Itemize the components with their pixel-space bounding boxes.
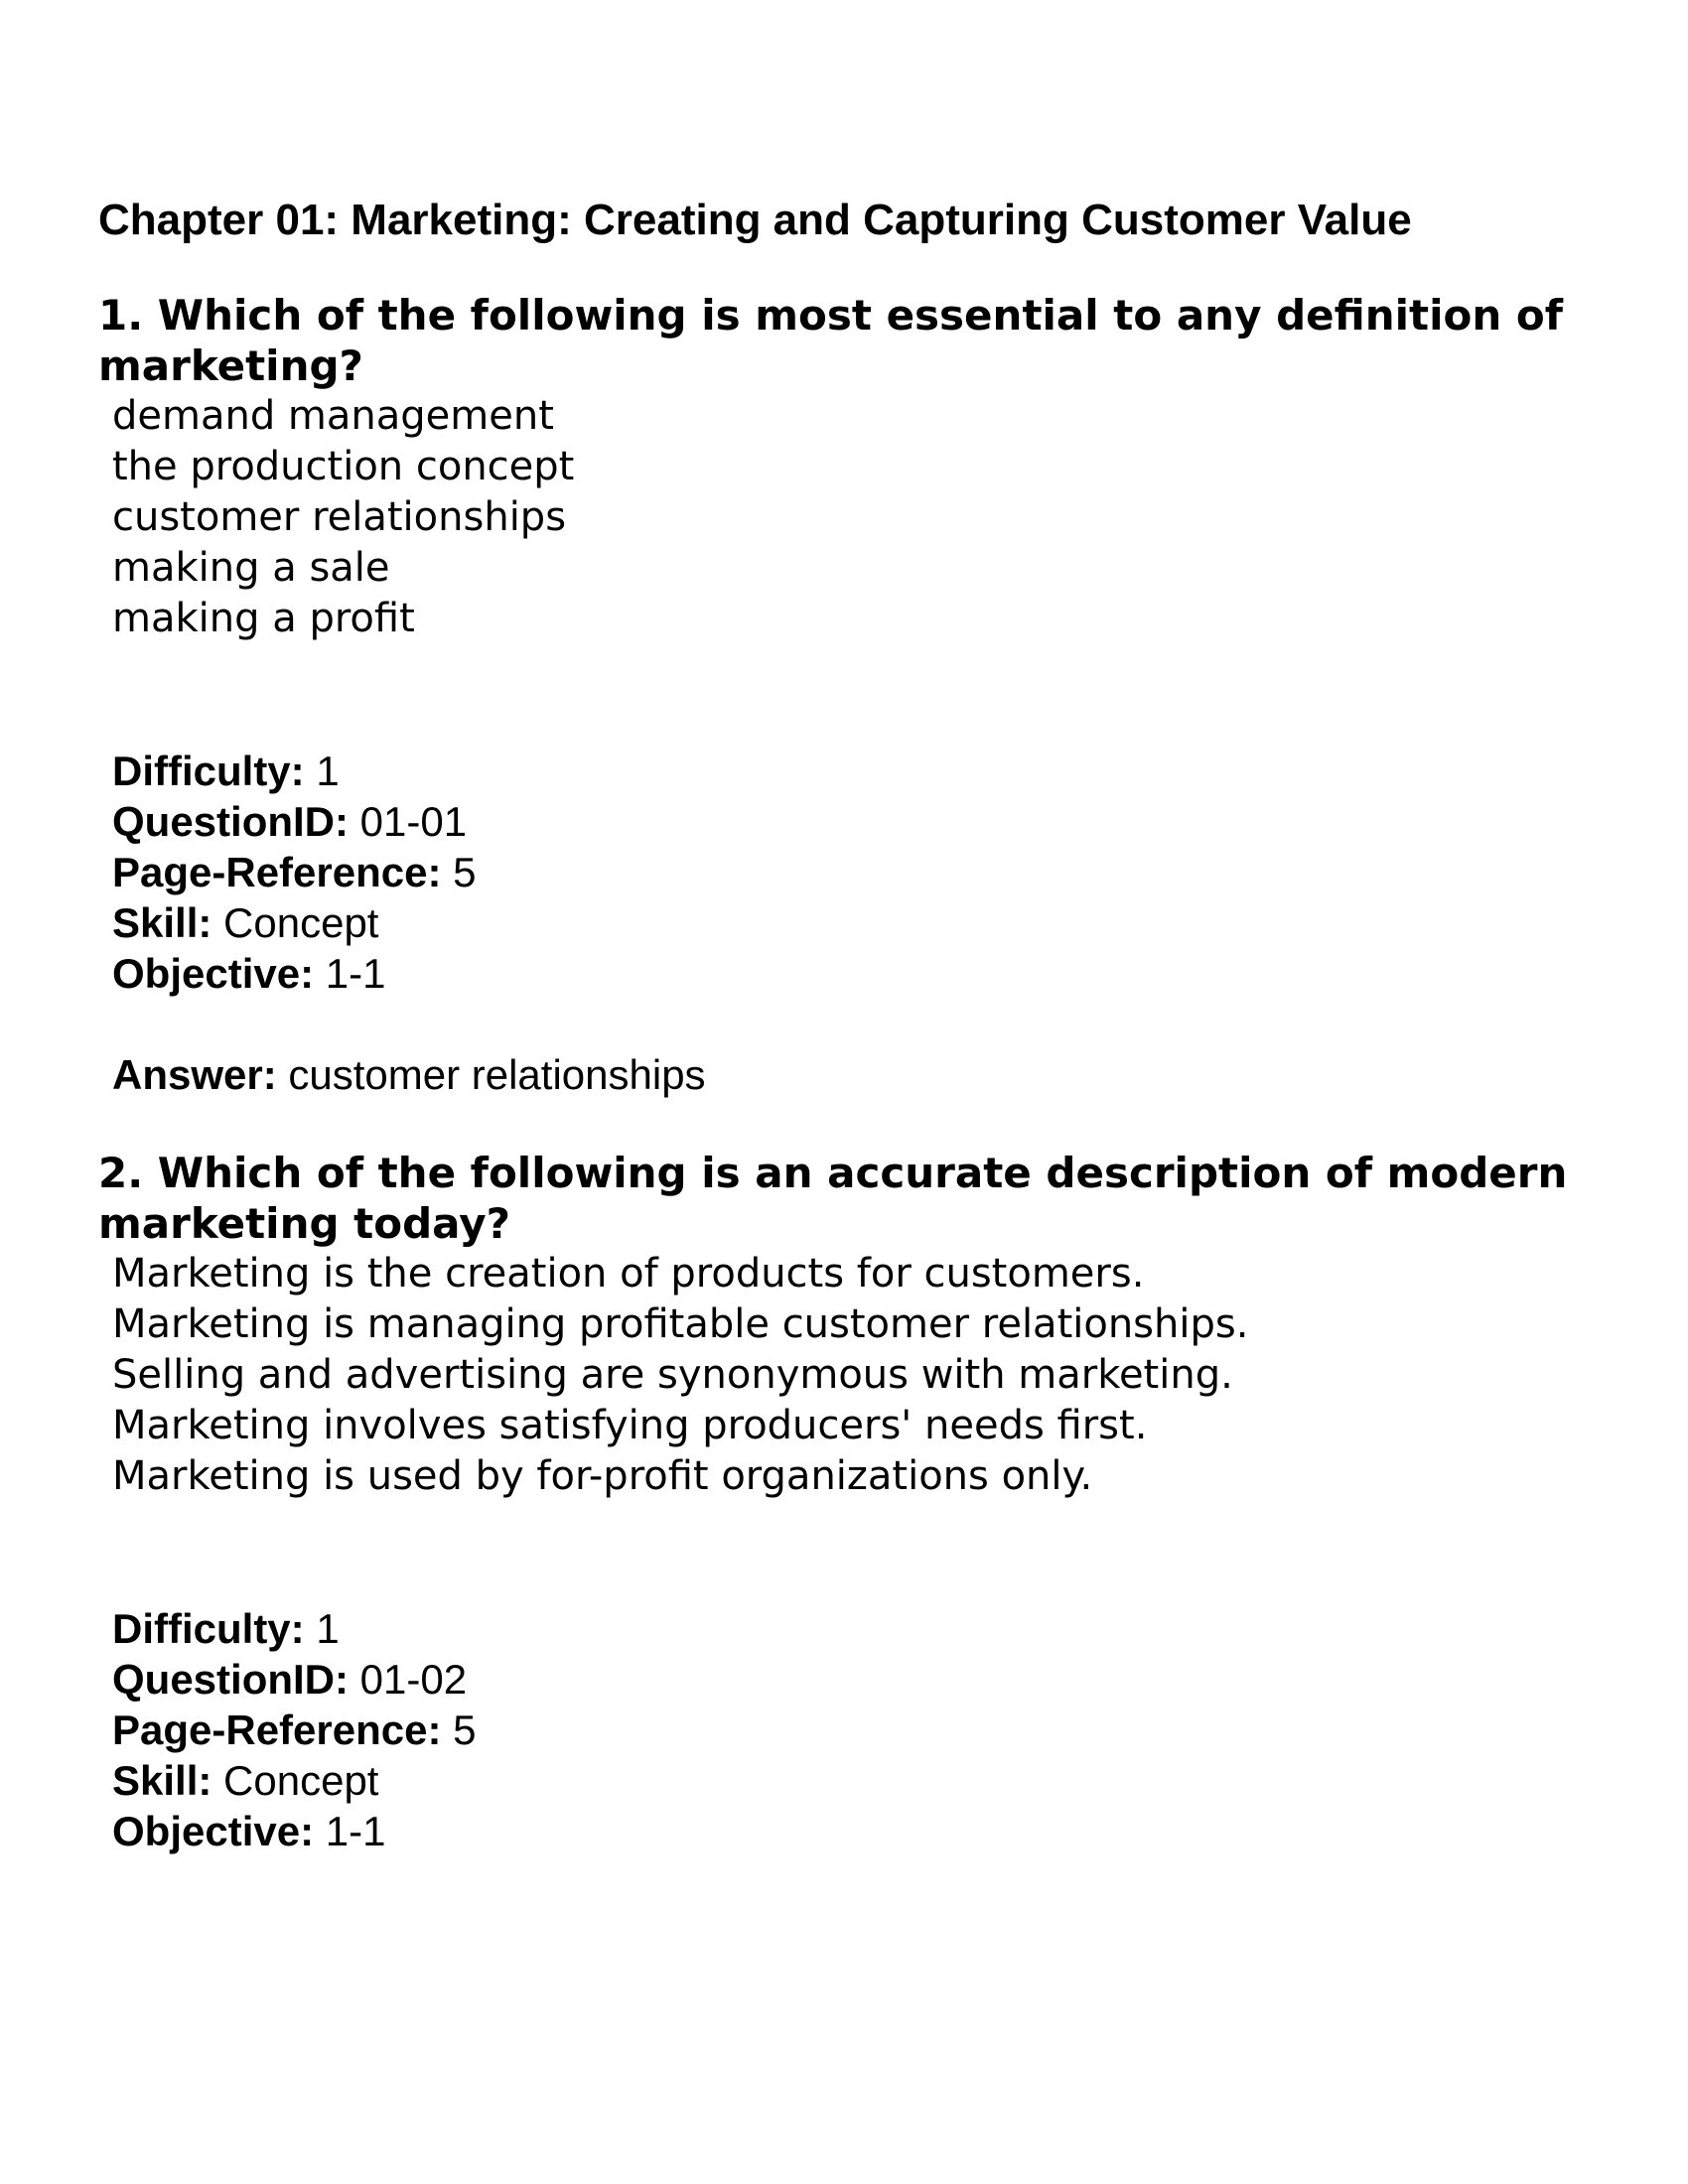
objective-row <box>112 1806 1608 1856</box>
objective-label: Objective: <box>112 950 315 997</box>
option-a: demand management <box>112 393 554 439</box>
question-1 <box>98 290 1608 1100</box>
difficulty-label: Difficulty: <box>112 748 305 794</box>
difficulty-label: Difficulty: <box>112 1605 305 1652</box>
question-stem: 2. Which of the following is an accurate description of modern marketing today? <box>98 1149 1568 1248</box>
skill-row <box>112 897 1608 948</box>
answer-label: Answer: <box>112 1051 277 1098</box>
difficulty-value: 1 <box>316 1605 340 1652</box>
answer-value: customer relationships <box>288 1051 706 1098</box>
objective-value: 1-1 <box>325 950 386 997</box>
skill-label: Skill: <box>112 899 212 946</box>
question-metadata <box>112 746 1608 1100</box>
page-reference-value: 5 <box>453 1706 477 1753</box>
objective-label: Objective: <box>112 1808 315 1854</box>
question-stem: 1. Which of the following is most essential to any definition of marketing? <box>98 291 1564 390</box>
answer-options <box>98 1249 1608 1502</box>
question-2 <box>98 1148 1608 1856</box>
answer-row <box>112 1049 1608 1100</box>
page-reference-label: Page-Reference: <box>112 1706 442 1753</box>
option-d: making a sale <box>112 545 390 591</box>
page-reference-value: 5 <box>453 849 477 895</box>
option-e: making a profit <box>112 596 415 641</box>
answer-options <box>98 391 1608 644</box>
option-a: Marketing is the creation of products for customers. <box>112 1251 1145 1297</box>
objective-row <box>112 948 1608 999</box>
question-id-label: QuestionID: <box>112 798 349 845</box>
skill-value: Concept <box>223 899 379 946</box>
question-id-row <box>112 1654 1608 1705</box>
option-e: Marketing is used by for-profit organizations only. <box>112 1453 1093 1499</box>
difficulty-row <box>112 746 1608 796</box>
option-d: Marketing involves satisfying producers' needs first. <box>112 1403 1148 1448</box>
question-id-label: QuestionID: <box>112 1656 349 1703</box>
page-reference-label: Page-Reference: <box>112 849 442 895</box>
skill-label: Skill: <box>112 1757 212 1804</box>
page-reference-row <box>112 1705 1608 1755</box>
question-id-value: 01-02 <box>359 1656 468 1703</box>
question-id-row <box>112 796 1608 847</box>
option-c: customer relationships <box>112 494 567 540</box>
chapter-title: Chapter 01: Marketing: Creating and Capturing Customer Value <box>98 196 1412 244</box>
option-c: Selling and advertising are synonymous with marketing. <box>112 1352 1233 1398</box>
option-b: the production concept <box>112 444 575 489</box>
difficulty-row <box>112 1603 1608 1654</box>
question-id-value: 01-01 <box>359 798 468 845</box>
skill-value: Concept <box>223 1757 379 1804</box>
option-b: Marketing is managing profitable customer relationships. <box>112 1301 1249 1347</box>
question-metadata <box>112 1603 1608 1856</box>
page-reference-row <box>112 847 1608 897</box>
skill-row <box>112 1755 1608 1806</box>
objective-value: 1-1 <box>325 1808 386 1854</box>
difficulty-value: 1 <box>316 748 340 794</box>
